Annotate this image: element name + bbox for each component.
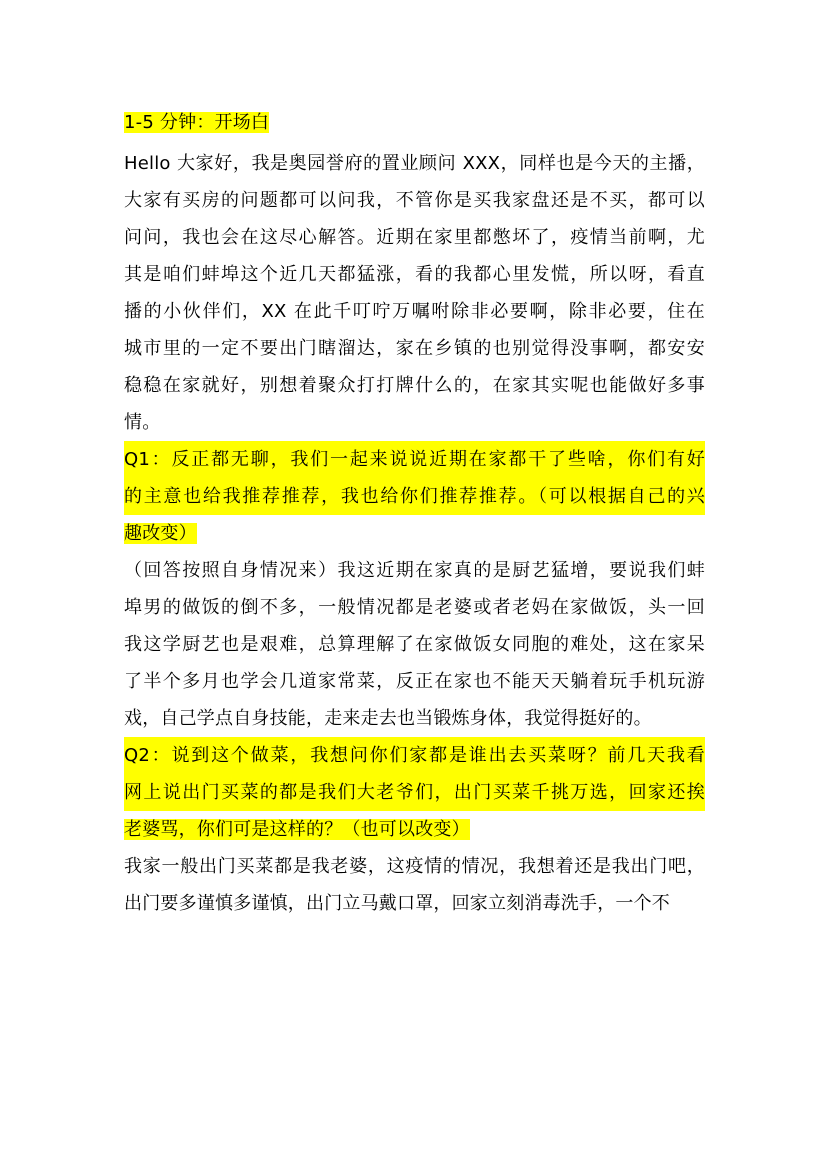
text-line [124, 737, 705, 774]
text-line [124, 441, 705, 478]
line-text: 埠男的做饭的倒不多，一般情况都是老婆或者老妈在家做饭，头一回 [124, 597, 705, 618]
text-line [124, 293, 705, 330]
line-text: 播的小伙伴们，XX 在此千叮咛万嘱咐除非必要啊，除非必要，住在 [124, 301, 705, 322]
line-text: 了半个多月也学会几道家常菜，反正在家也不能天天躺着玩手机玩游 [124, 671, 705, 692]
text-line [124, 515, 705, 552]
text-line [124, 367, 705, 404]
line-text: 的主意也给我推荐推荐，我也给你们推荐推荐。（可以根据自己的兴 [124, 478, 705, 515]
line-text: 老婆骂，你们可是这样的？（也可以改变） [124, 819, 470, 840]
text-line [124, 182, 705, 219]
line-text: Q2：说到这个做菜，我想问你们家都是谁出去买菜呀？前几天我看 [124, 737, 705, 774]
text-line [124, 848, 705, 885]
text-line [124, 404, 705, 441]
line-text: Q1：反正都无聊，我们一起来说说近期在家都干了些啥，你们有好 [124, 441, 705, 478]
line-text: 我家一般出门买菜都是我老婆，这疫情的情况，我想着还是我出门吧， [124, 856, 705, 877]
answer-paragraph [124, 145, 705, 441]
line-text: 我这学厨艺也是艰难，总算理解了在家做饭女同胞的难处，这在家呆 [124, 634, 705, 655]
text-line [124, 478, 705, 515]
heading-text: 1-5 分钟：开场白 [124, 112, 270, 133]
text-line [124, 330, 705, 367]
text-line [124, 256, 705, 293]
text-line [124, 885, 705, 922]
line-text: （回答按照自身情况来）我这近期在家真的是厨艺猛增，要说我们蚌 [124, 560, 705, 581]
line-text: 城市里的一定不要出门瞎溜达，家在乡镇的也别觉得没事啊，都安安 [124, 338, 705, 359]
line-text: 稳稳在家就好，别想着聚众打打牌什么的，在家其实呢也能做好多事 [124, 375, 705, 396]
line-text: 出门要多谨慎多谨慎，出门立马戴口罩，回家立刻消毒洗手，一个不 [124, 893, 670, 914]
answer-paragraph [124, 552, 705, 737]
question-paragraph [124, 441, 705, 552]
text-line [124, 774, 705, 811]
line-text: 其是咱们蚌埠这个近几天都猛涨，看的我都心里发慌，所以呀，看直 [124, 264, 705, 285]
line-text: 大家有买房的问题都可以问我，不管你是买我家盘还是不买，都可以 [124, 190, 705, 211]
text-line [124, 700, 705, 737]
line-text: 问问，我也会在这尽心解答。近期在家里都憋坏了，疫情当前啊，尤 [124, 227, 705, 248]
text-line [124, 811, 705, 848]
line-text: 戏，自己学点自身技能，走来走去也当锻炼身体，我觉得挺好的。 [124, 708, 652, 729]
question-paragraph [124, 737, 705, 848]
section-heading [124, 104, 705, 141]
text-line [124, 663, 705, 700]
line-text: 网上说出门买菜的都是我们大老爷们，出门买菜千挑万选，回家还挨 [124, 774, 705, 811]
text-line [124, 589, 705, 626]
document-body [124, 145, 705, 922]
text-line [124, 552, 705, 589]
line-text: Hello 大家好，我是奥园誉府的置业顾问 XXX，同样也是今天的主播， [124, 153, 705, 174]
text-line [124, 145, 705, 182]
text-line [124, 626, 705, 663]
line-text: 趣改变） [124, 523, 197, 544]
text-line [124, 219, 705, 256]
line-text: 情。 [124, 412, 161, 433]
answer-paragraph [124, 848, 705, 922]
